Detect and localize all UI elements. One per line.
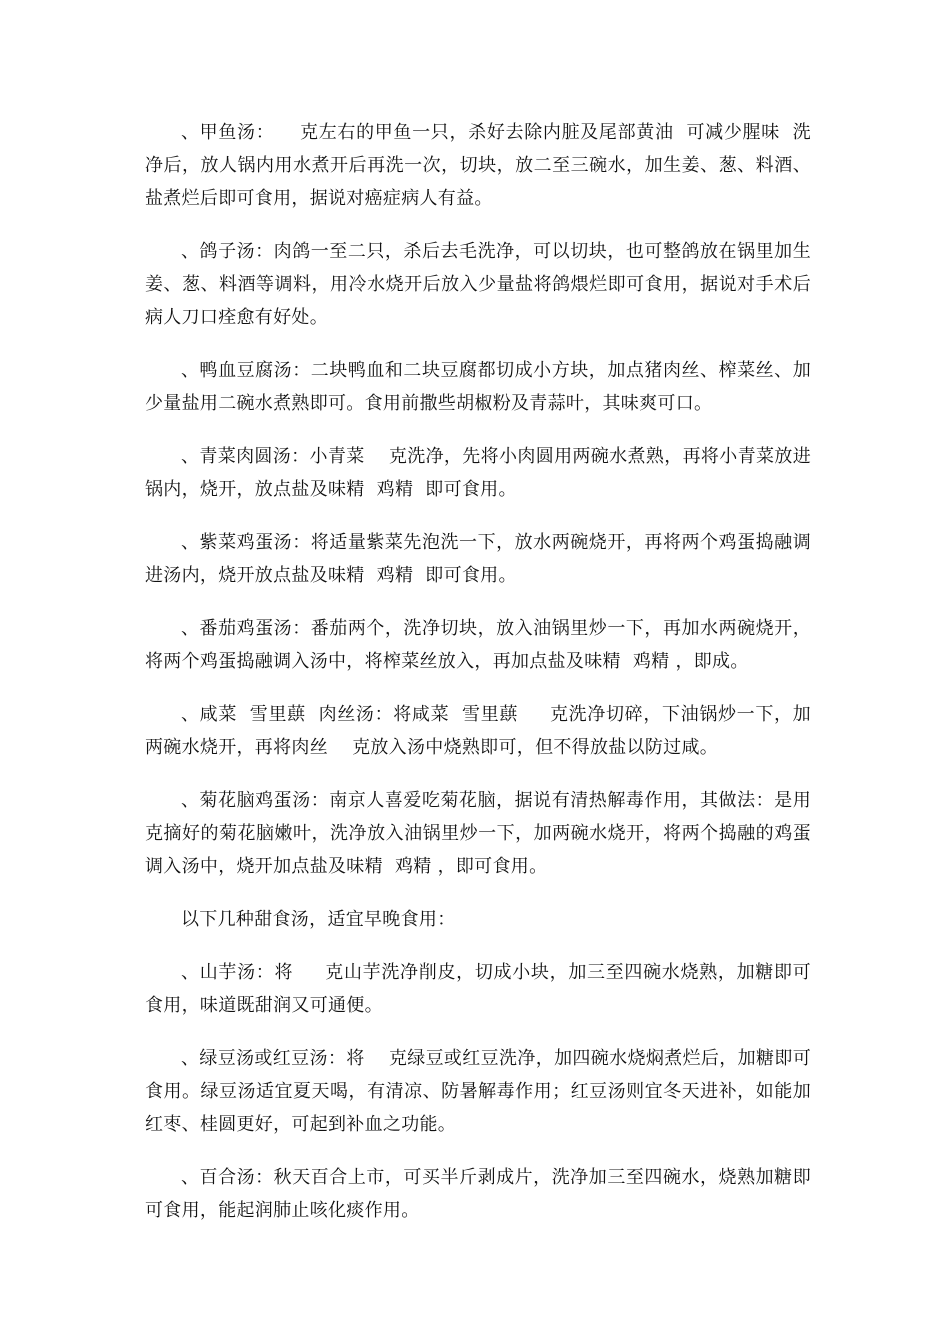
paragraph-turtle-soup: 、甲鱼汤： 克左右的甲鱼一只，杀好去除内脏及尾部黄油 可减少腥味 洗净后，放人锅内用水煮开后再洗一次，切块，放二至三碗水，加生姜、葱、料酒、盐煮烂后即可食用，据说对癌症病人有益。 xyxy=(145,122,811,209)
paragraph-greens-meatball-soup: 、青菜肉圆汤：小青菜 克洗净，先将小肉圆用两碗水煮熟，再将小青菜放进锅内，烧开，放点盐及味精 鸡精 即可食用。 xyxy=(145,446,811,500)
document-body xyxy=(145,116,836,1247)
paragraph-pickled-greens-pork-soup: 、咸菜 雪里蕻 肉丝汤：将咸菜 雪里蕻 克洗净切碎，下油锅炒一下，加两碗水烧开，再将肉丝 克放入汤中烧熟即可，但不得放盐以防过咸。 xyxy=(145,704,811,758)
paragraph-duck-blood-tofu-soup: 、鸭血豆腐汤：二块鸭血和二块豆腐都切成小方块，加点猪肉丝、榨菜丝、加少量盐用二碗水煮熟即可。食用前撒些胡椒粉及青蒜叶，其味爽可口。 xyxy=(145,360,811,414)
paragraph-pigeon-soup: 、鸽子汤：肉鸽一至二只，杀后去毛洗净，可以切块，也可整鸽放在锅里加生姜、葱、料酒等调料，用冷水烧开后放入少量盐将鸽煨烂即可食用，据说对手术后病人刀口痊愈有好处。 xyxy=(145,241,811,328)
paragraph-chrysanthemum-egg-soup: 、菊花脑鸡蛋汤：南京人喜爱吃菊花脑，据说有清热解毒作用，其做法：是用 克摘好的菊花脑嫩叶，洗净放入油锅里炒一下，加两碗水烧开，将两个捣融的鸡蛋调入汤中，烧开加点盐及味精 鸡精 ，即可食用。 xyxy=(145,790,836,877)
paragraph-seaweed-egg-soup: 、紫菜鸡蛋汤：将适量紫菜先泡洗一下，放水两碗烧开，再将两个鸡蛋捣融调进汤内，烧开放点盐及味精 鸡精 即可食用。 xyxy=(145,532,811,586)
paragraph-sweet-potato-soup: 、山芋汤：将 克山芋洗净削皮，切成小块，加三至四碗水烧熟，加糖即可食用，味道既甜润又可通便。 xyxy=(145,962,811,1016)
paragraph-bean-soup: 、绿豆汤或红豆汤：将 克绿豆或红豆洗净，加四碗水烧焖煮烂后，加糖即可食用。绿豆汤适宜夏天喝，有清凉、防暑解毒作用；红豆汤则宜冬天进补，如能加红枣、桂圆更好，可起到补血之功能。 xyxy=(145,1048,811,1135)
paragraph-sweet-soups-intro: 以下几种甜食汤，适宜早晚食用： xyxy=(181,909,456,930)
paragraph-lily-soup: 、百合汤：秋天百合上市，可买半斤剥成片，洗净加三至四碗水，烧熟加糖即可食用，能起润肺止咳化痰作用。 xyxy=(145,1167,811,1221)
paragraph-tomato-egg-soup: 、番茄鸡蛋汤：番茄两个，洗净切块，放入油锅里炒一下，再加水两碗烧开，将两个鸡蛋捣融调入汤中，将榨菜丝放入，再加点盐及味精 鸡精 ，即成。 xyxy=(145,618,811,672)
